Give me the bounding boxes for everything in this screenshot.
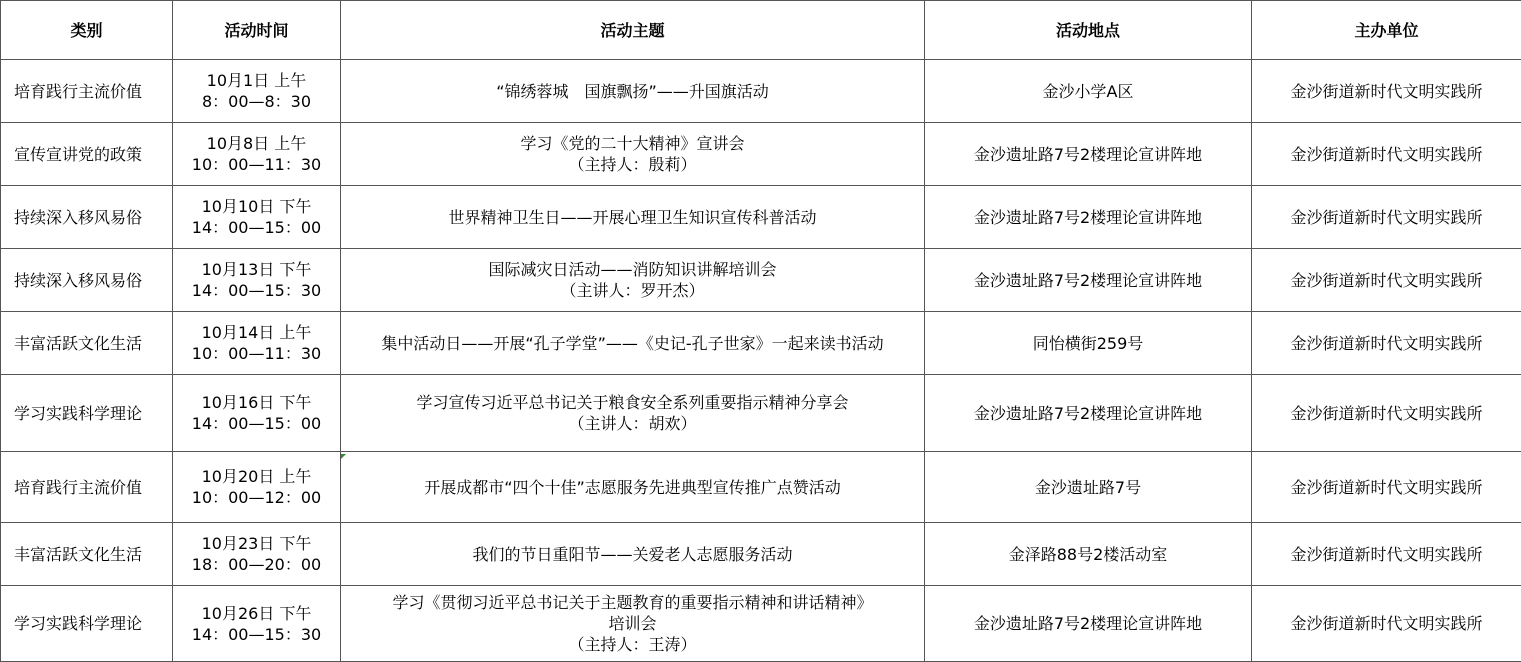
location-cell: 金泽路88号2楼活动室 — [925, 523, 1252, 586]
time-cell — [173, 186, 341, 249]
time-cell — [173, 452, 341, 523]
category-cell: 宣传宣讲党的政策 — [1, 123, 173, 186]
theme-host-line: （主持人：殷莉） — [347, 154, 918, 175]
time-cell — [173, 312, 341, 375]
activity-hours: 14：00—15：00 — [179, 413, 334, 434]
category-cell: 培育践行主流价值 — [1, 452, 173, 523]
theme-cell — [341, 523, 925, 586]
organizer-cell: 金沙街道新时代文明实践所 — [1252, 452, 1521, 523]
theme-line: 开展成都市“四个十佳”志愿服务先进典型宣传推广点赞活动 — [347, 477, 918, 498]
activity-hours: 10：00—11：30 — [179, 154, 334, 175]
theme-line: 集中活动日——开展“孔子学堂”——《史记-孔子世家》一起来读书活动 — [347, 333, 918, 354]
category-cell: 持续深入移风易俗 — [1, 249, 173, 312]
activity-date: 10月26日 下午 — [179, 603, 334, 624]
organizer-cell: 金沙街道新时代文明实践所 — [1252, 586, 1521, 662]
time-cell — [173, 249, 341, 312]
activity-hours: 14：00—15：30 — [179, 280, 334, 301]
table-row — [1, 186, 1521, 249]
activity-hours: 18：00—20：00 — [179, 554, 334, 575]
location-cell: 金沙遗址路7号 — [925, 452, 1252, 523]
location-cell: 金沙遗址路7号2楼理论宣讲阵地 — [925, 123, 1252, 186]
activity-date: 10月14日 上午 — [179, 322, 334, 343]
table-row — [1, 60, 1521, 123]
location-cell: 金沙遗址路7号2楼理论宣讲阵地 — [925, 375, 1252, 452]
activity-date: 10月1日 上午 — [179, 70, 334, 91]
header-row — [1, 1, 1521, 60]
location-cell: 同怡横街259号 — [925, 312, 1252, 375]
time-cell — [173, 375, 341, 452]
organizer-cell: 金沙街道新时代文明实践所 — [1252, 312, 1521, 375]
table-row — [1, 249, 1521, 312]
theme-cell — [341, 60, 925, 123]
header-organizer: 主办单位 — [1252, 1, 1521, 60]
table-row — [1, 586, 1521, 662]
time-cell — [173, 523, 341, 586]
activity-date: 10月8日 上午 — [179, 133, 334, 154]
activity-date: 10月23日 下午 — [179, 533, 334, 554]
theme-host-line: （主讲人：胡欢） — [347, 413, 918, 434]
theme-line: 培训会 — [347, 613, 918, 634]
category-cell: 丰富活跃文化生活 — [1, 523, 173, 586]
location-cell: 金沙小学A区 — [925, 60, 1252, 123]
time-cell — [173, 60, 341, 123]
location-cell: 金沙遗址路7号2楼理论宣讲阵地 — [925, 186, 1252, 249]
table-row — [1, 452, 1521, 523]
theme-cell — [341, 249, 925, 312]
organizer-cell: 金沙街道新时代文明实践所 — [1252, 375, 1521, 452]
location-cell: 金沙遗址路7号2楼理论宣讲阵地 — [925, 586, 1252, 662]
organizer-cell: 金沙街道新时代文明实践所 — [1252, 186, 1521, 249]
theme-line: “锦绣蓉城 国旗飘扬”——升国旗活动 — [347, 81, 918, 102]
activity-date: 10月16日 下午 — [179, 392, 334, 413]
theme-line: 学习《党的二十大精神》宣讲会 — [347, 133, 918, 154]
theme-cell — [341, 452, 925, 523]
activity-hours: 8：00—8：30 — [179, 91, 334, 112]
header-time: 活动时间 — [173, 1, 341, 60]
activity-date: 10月13日 下午 — [179, 259, 334, 280]
theme-cell — [341, 375, 925, 452]
category-cell: 丰富活跃文化生活 — [1, 312, 173, 375]
organizer-cell: 金沙街道新时代文明实践所 — [1252, 60, 1521, 123]
table-row — [1, 375, 1521, 452]
table-row — [1, 123, 1521, 186]
organizer-cell: 金沙街道新时代文明实践所 — [1252, 523, 1521, 586]
theme-host-line: （主讲人：罗开杰） — [347, 280, 918, 301]
activity-date: 10月10日 下午 — [179, 196, 334, 217]
theme-line: 国际减灾日活动——消防知识讲解培训会 — [347, 259, 918, 280]
organizer-cell: 金沙街道新时代文明实践所 — [1252, 123, 1521, 186]
category-cell: 学习实践科学理论 — [1, 586, 173, 662]
header-theme: 活动主题 — [341, 1, 925, 60]
category-cell: 持续深入移风易俗 — [1, 186, 173, 249]
activity-hours: 14：00—15：00 — [179, 217, 334, 238]
header-location: 活动地点 — [925, 1, 1252, 60]
theme-line: 学习《贯彻习近平总书记关于主题教育的重要指示精神和讲话精神》 — [347, 592, 918, 613]
header-category: 类别 — [1, 1, 173, 60]
theme-line: 我们的节日重阳节——关爱老人志愿服务活动 — [347, 544, 918, 565]
theme-cell — [341, 123, 925, 186]
time-cell — [173, 586, 341, 662]
activity-date: 10月20日 上午 — [179, 466, 334, 487]
category-cell: 培育践行主流价值 — [1, 60, 173, 123]
activity-hours: 10：00—11：30 — [179, 343, 334, 364]
activity-hours: 14：00—15：30 — [179, 624, 334, 645]
theme-line: 世界精神卫生日——开展心理卫生知识宣传科普活动 — [347, 207, 918, 228]
theme-line: 学习宣传习近平总书记关于粮食安全系列重要指示精神分享会 — [347, 392, 918, 413]
theme-cell — [341, 312, 925, 375]
table-row — [1, 523, 1521, 586]
organizer-cell: 金沙街道新时代文明实践所 — [1252, 249, 1521, 312]
category-cell: 学习实践科学理论 — [1, 375, 173, 452]
theme-cell — [341, 186, 925, 249]
location-cell: 金沙遗址路7号2楼理论宣讲阵地 — [925, 249, 1252, 312]
table-row — [1, 312, 1521, 375]
theme-cell — [341, 586, 925, 662]
theme-host-line: （主持人：王涛） — [347, 634, 918, 655]
cell-comment-indicator — [341, 454, 346, 459]
activity-hours: 10：00—12：00 — [179, 487, 334, 508]
time-cell — [173, 123, 341, 186]
